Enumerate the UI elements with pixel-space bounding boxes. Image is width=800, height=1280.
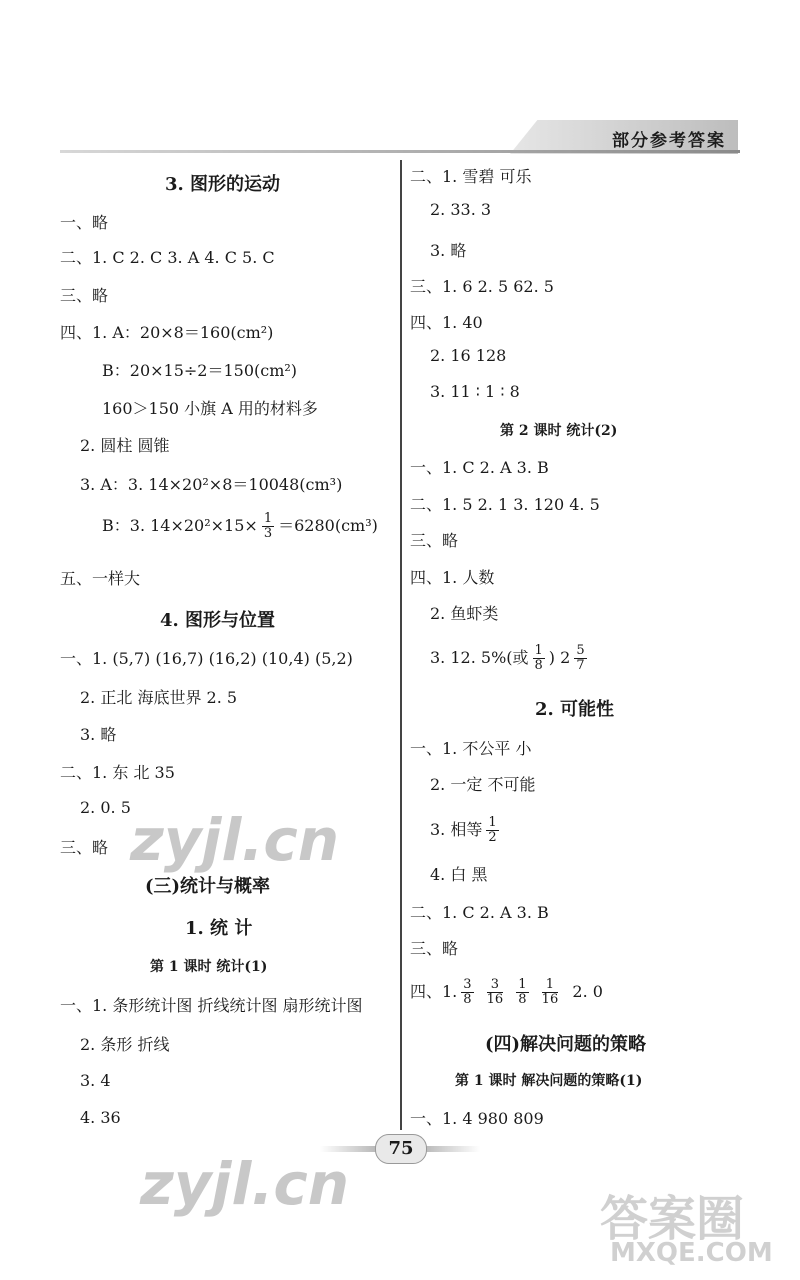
watermark: MXQE.COM bbox=[610, 1238, 773, 1268]
answer-line: 三、略 bbox=[60, 838, 109, 857]
answer-line bbox=[430, 816, 503, 845]
numerator: 1 bbox=[542, 978, 559, 993]
denominator: 3 bbox=[263, 526, 273, 541]
header-title: 部分参考答案 bbox=[612, 131, 726, 151]
answer-line bbox=[410, 978, 603, 1007]
answer-line: 2. 条形 折线 bbox=[80, 1035, 170, 1054]
watermark: zyjl.cn bbox=[140, 1150, 350, 1218]
answer-line: 2. 圆柱 圆锥 bbox=[80, 436, 170, 455]
denominator: 16 bbox=[486, 992, 504, 1007]
answer-line: 三、略 bbox=[410, 939, 459, 958]
fraction bbox=[574, 644, 586, 673]
answer-line: 三、1. 6 2. 5 62. 5 bbox=[410, 277, 554, 296]
subsection-title: 第 1 课时 统计(1) bbox=[150, 959, 268, 975]
answer-text: ) 2 bbox=[548, 648, 571, 667]
subsection-title: 第 1 课时 解决问题的策略(1) bbox=[455, 1073, 643, 1089]
answer-line bbox=[102, 512, 378, 541]
fraction bbox=[262, 512, 274, 541]
denominator: 8 bbox=[463, 992, 472, 1007]
answer-line: 4. 白 黑 bbox=[430, 865, 488, 884]
answer-text: 3. 12. 5%(或 bbox=[430, 648, 529, 667]
answer-line: 三、略 bbox=[60, 286, 109, 305]
answer-text: B：3. 14×20²×15× bbox=[102, 516, 258, 535]
numerator: 1 bbox=[534, 643, 543, 658]
answer-line: 3. 4 bbox=[80, 1071, 111, 1090]
answer-line: 二、1. 东 北 35 bbox=[60, 763, 175, 782]
denominator: 7 bbox=[576, 658, 585, 673]
section-title: (三)统计与概率 bbox=[145, 876, 271, 897]
answer-text: 3. 相等 bbox=[430, 820, 483, 839]
answer-line: 2. 一定 不可能 bbox=[430, 775, 536, 794]
answer-text: 四、1. bbox=[410, 982, 458, 1001]
denominator: 2 bbox=[488, 830, 497, 845]
answer-line: 3. 11 ∶ 1 ∶ 8 bbox=[430, 382, 520, 401]
fraction bbox=[516, 978, 528, 1007]
watermark: 答案圈 bbox=[600, 1191, 745, 1247]
answer-line: 一、1. C 2. A 3. B bbox=[410, 458, 549, 477]
fraction bbox=[486, 816, 498, 845]
section-title: (四)解决问题的策略 bbox=[485, 1034, 647, 1055]
fraction bbox=[533, 644, 545, 673]
answer-line: 160＞150 小旗 A 用的材料多 bbox=[102, 399, 318, 418]
watermark: zyjl.cn bbox=[130, 806, 340, 874]
answer-line: 2. 33. 3 bbox=[430, 200, 492, 219]
answer-line: 一、略 bbox=[60, 213, 109, 232]
answer-line: 2. 鱼虾类 bbox=[430, 604, 499, 623]
section-title: 2. 可能性 bbox=[535, 699, 615, 720]
fraction bbox=[461, 978, 473, 1007]
numerator: 5 bbox=[576, 643, 585, 658]
column-divider bbox=[400, 160, 402, 1130]
denominator: 8 bbox=[518, 992, 527, 1007]
numerator: 1 bbox=[263, 511, 273, 526]
answer-line: 五、一样大 bbox=[60, 569, 141, 588]
answer-line: 3. 略 bbox=[430, 241, 467, 260]
fraction bbox=[542, 978, 559, 1007]
numerator: 1 bbox=[518, 977, 527, 992]
fraction bbox=[487, 978, 504, 1007]
section-title: 3. 图形的运动 bbox=[165, 174, 281, 195]
answer-line: 3. 略 bbox=[80, 725, 117, 744]
answer-line: 2. 正北 海底世界 2. 5 bbox=[80, 688, 238, 707]
answer-line: 二、1. 5 2. 1 3. 120 4. 5 bbox=[410, 495, 600, 514]
answer-line: 四、1. 人数 bbox=[410, 568, 495, 587]
answer-line: B：20×15÷2＝150(cm²) bbox=[102, 361, 298, 380]
answer-line: 一、1. 条形统计图 折线统计图 扇形统计图 bbox=[60, 996, 363, 1015]
answer-line: 一、1. 不公平 小 bbox=[410, 739, 532, 758]
answer-line: 四、1. 40 bbox=[410, 313, 483, 332]
answer-line: 4. 36 bbox=[80, 1108, 121, 1127]
answer-line: 二、1. C 2. C 3. A 4. C 5. C bbox=[60, 248, 275, 267]
numerator: 3 bbox=[487, 978, 504, 993]
answer-line: 四、1. A：20×8＝160(cm²) bbox=[60, 323, 274, 342]
answer-line: 一、1. (5,7) (16,7) (16,2) (10,4) (5,2) bbox=[60, 649, 353, 668]
answer-line: 2. 0. 5 bbox=[80, 798, 131, 817]
answer-line: 一、1. 4 980 809 bbox=[410, 1109, 544, 1128]
numerator: 1 bbox=[488, 815, 497, 830]
numerator: 3 bbox=[463, 977, 472, 992]
denominator: 8 bbox=[534, 658, 543, 673]
subsection-title: 第 2 课时 统计(2) bbox=[500, 423, 618, 439]
answer-line bbox=[430, 644, 591, 673]
denominator: 16 bbox=[541, 992, 559, 1007]
answer-text: ＝6280(cm³) bbox=[278, 516, 378, 535]
answer-text: 2. 0 bbox=[572, 982, 603, 1001]
answer-line: 3. A：3. 14×20²×8＝10048(cm³) bbox=[80, 475, 343, 494]
section-title: 4. 图形与位置 bbox=[160, 610, 276, 631]
answer-line: 三、略 bbox=[410, 531, 459, 550]
page-number: 75 bbox=[375, 1134, 427, 1164]
answer-line: 2. 16 128 bbox=[430, 346, 507, 365]
answer-line: 二、1. C 2. A 3. B bbox=[410, 903, 549, 922]
section-title: 1. 统 计 bbox=[185, 918, 253, 939]
answer-line: 二、1. 雪碧 可乐 bbox=[410, 167, 532, 186]
